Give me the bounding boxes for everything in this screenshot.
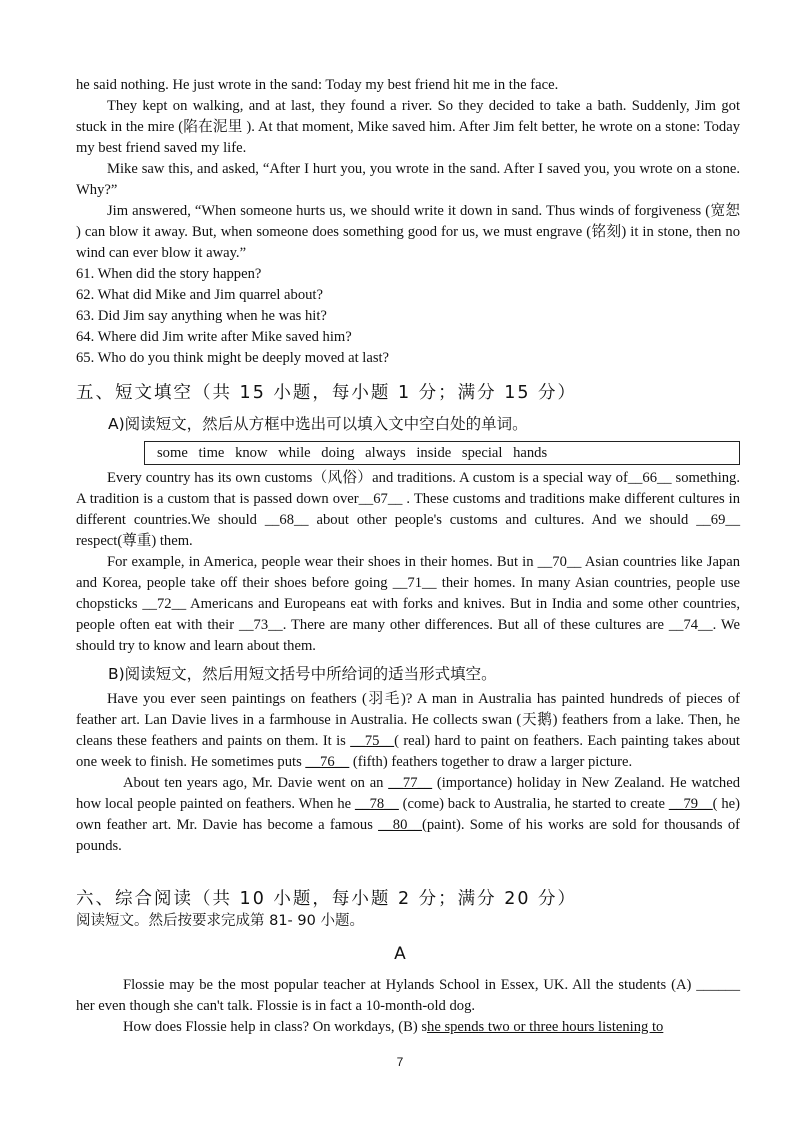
underlined-sentence-B: he spends two or three hours listening to [427,1019,664,1035]
passage-paragraph [76,1017,740,1038]
section5-partB-instruction: B)阅读短文，然后用短文括号中所给词的适当形式填空。 [108,665,497,683]
section5-heading: 五、短文填空（共 15 小题，每小题 1 分；满分 15 分） [76,383,578,403]
blank-79: __79__ [668,796,713,812]
passage-paragraph [76,689,740,773]
passage-text: ( real) hard to paint on feathers. Each painting takes about one week to finish. He sometimes puts [76,733,740,770]
blank-76: __76__ [305,754,350,770]
question-list [76,264,740,369]
passage-text: (importance) holiday in New Zealand. He watched how local people painted on feathers. When he [76,775,741,812]
blank-80: __80__ [378,817,422,833]
section5-partB-passage [76,689,740,857]
passage-text: her even though she can't talk. Flossie is in fact a 10-month-old dog. [76,998,476,1014]
blank-77: __77__ [388,775,433,791]
passage-text: ( he) own feather art. Mr. Davie has become a famous [76,796,740,833]
section5-partA-instruction: A)阅读短文，然后从方框中选出可以填入文中空白处的单词。 [108,415,528,433]
word-bank-item: know [235,445,268,461]
passage-text: How does Flossie help in class? On workdays, (B) s [123,1019,428,1035]
section6-heading: 六、综合阅读（共 10 小题，每小题 2 分；满分 20 分） [76,889,578,909]
passage-text: Flossie may be the most popular teacher at Hylands School in Essex, UK. All the students (A) [123,977,697,993]
question-62: 62. What did Mike and Jim quarrel about? [76,287,323,303]
section6-instruction: 阅读短文。然后按要求完成第 81- 90 小题。 [76,913,364,929]
word-bank-item: some [157,445,188,461]
blank-75: __75__ [350,733,395,749]
section5-partA-passage [76,468,740,657]
question-65: 65. Who do you think might be deeply moved at last? [76,350,390,366]
passage-text: (paint). Some of his works are sold for thousands of pounds. [76,817,740,854]
word-bank-item: always [365,445,406,461]
question-61: 61. When did the story happen? [76,266,262,282]
passage-paragraph [76,975,740,1017]
word-bank-item: inside [416,445,452,461]
question-63: 63. Did Jim say anything when he was hit? [76,308,327,324]
passage-text: (come) back to Australia, he started to create [398,796,669,812]
passage-title: A [394,944,406,964]
story-paragraph: Mike saw this, and asked, “After I hurt you, you wrote in the sand. After I saved you, you wrote on a stone. Why?” [76,161,740,198]
page-number: 7 [396,1055,404,1069]
word-bank-item: time [198,445,225,461]
section6-passage [76,975,740,1038]
passage-paragraph: Every country has its own customs（风俗）and traditions. A custom is a special way of__66__ something. A tradition is a custom that is passed down over__67__ . These customs and traditions make different cultures in different countries.We should __68__ about other people's customs and cultures. And we should __69__ respect(尊重) them. [76,470,740,549]
blank-A: ______ [696,977,740,993]
word-bank-item: hands [513,445,548,461]
story-paragraph: he said nothing. He just wrote in the sand: Today my best friend hit me in the face. [76,77,559,93]
word-bank-item: doing [321,445,355,461]
word-bank-item: while [278,445,311,461]
passage-text: About ten years ago, Mr. Davie went on an [123,775,389,791]
passage-paragraph [76,773,740,857]
passage-text: (fifth) feathers together to draw a larger picture. [349,754,633,770]
passage-text: Have you ever seen paintings on feathers (羽毛)? A man in Australia has painted hundreds of pieces of feather art. Lan Davie lives in a farmhouse in Australia. He collects swan (天鹅) feathers from a lake. Then, he cleans these feathers and paints on them. It is [76,691,740,749]
question-64: 64. Where did Jim write after Mike saved him? [76,329,352,345]
word-bank-box [144,441,740,465]
word-bank-item: special [461,445,503,461]
story-paragraph: Jim answered, “When someone hurts us, we should write it down in sand. Thus winds of forgiveness (宽恕 ) can blow it away. But, when someone does something good for us, we must engrave (铭刻) it in stone, then no wind can ever blow it away.” [76,203,740,261]
blank-78: __78__ [354,796,399,812]
passage-paragraph: For example, in America, people wear their shoes in their homes. But in __70__ Asian countries like Japan and Korea, people take off their shoes before going __71__ their homes. In many Asian countries, people use chopsticks __72__ Americans and Europeans eat with forks and knives. But in India and some other countries, people often eat with their __73__. There are many other differences. But all of these cultures are __74__. We should try to know and learn about them. [76,554,740,654]
story-passage [76,75,740,369]
story-paragraph: They kept on walking, and at last, they found a river. So they decided to take a bath. Suddenly, Jim got stuck in the mire (陷在泥里 ). At that moment, Mike saved him. After Jim felt better, he wrote on a stone: Today my best friend saved my life. [76,98,740,156]
